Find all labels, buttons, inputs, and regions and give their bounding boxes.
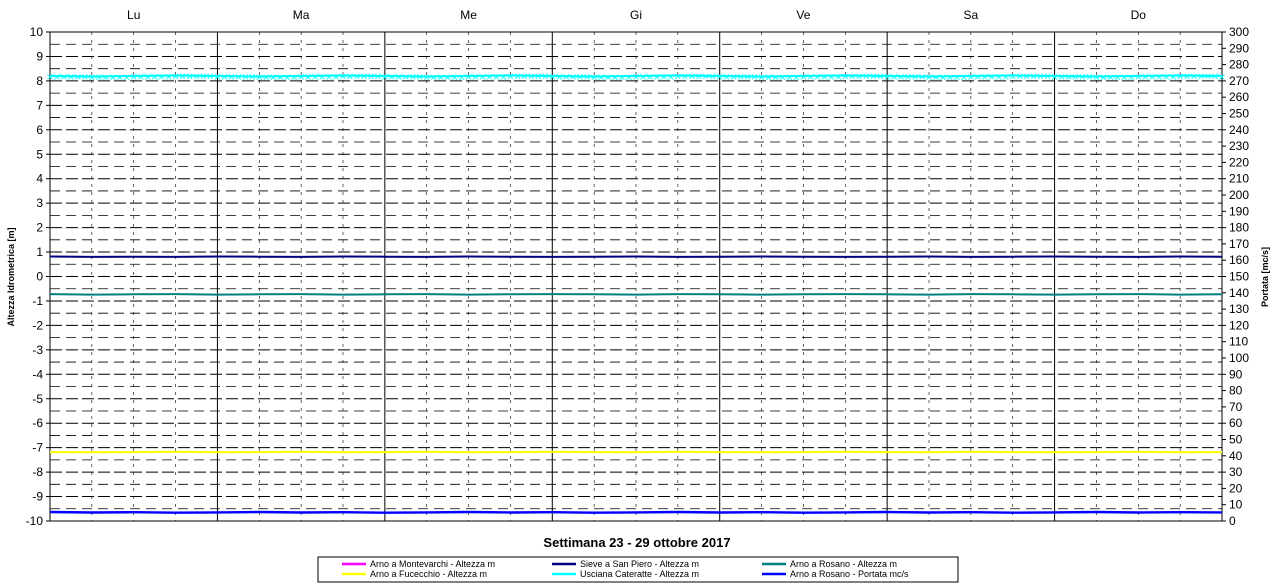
series-marker: ×	[652, 72, 662, 84]
series-marker: ×	[994, 72, 1003, 84]
left-tick-label: -1	[32, 293, 43, 308]
series-marker: ×	[722, 72, 731, 84]
series-marker: ×	[324, 72, 334, 84]
series-marker: ×	[387, 72, 397, 84]
series-marker: ×	[143, 72, 152, 84]
series-marker: ×	[785, 72, 794, 84]
series-marker: ×	[1189, 71, 1199, 83]
left-tick-label: -9	[32, 489, 43, 504]
series-marker: ×	[443, 72, 452, 84]
series-marker: ×	[771, 72, 780, 84]
series-marker: ×	[289, 72, 299, 84]
series-marker: ×	[73, 72, 83, 84]
series-marker: ×	[631, 72, 641, 84]
series-marker: ×	[875, 71, 885, 83]
series-marker: ×	[1022, 71, 1031, 83]
series-marker: ×	[680, 71, 690, 83]
series-marker: ×	[882, 72, 892, 84]
series-marker: ×	[1050, 72, 1059, 84]
right-tick-label: 150	[1229, 269, 1250, 284]
right-tick-label: 0	[1229, 514, 1236, 528]
legend	[318, 557, 958, 582]
series-marker: ×	[1071, 72, 1080, 84]
series-marker: ×	[471, 72, 480, 84]
series-marker: ×	[757, 72, 766, 84]
right-tick-label: 210	[1229, 171, 1250, 186]
series-marker: ×	[1168, 72, 1178, 84]
series-marker: ×	[1043, 71, 1052, 83]
series-marker: ×	[959, 72, 969, 84]
series-marker: ×	[582, 72, 592, 84]
series-marker: ×	[575, 72, 585, 84]
right-tick-label: 250	[1229, 106, 1250, 121]
series-marker: ×	[359, 71, 369, 83]
series-marker: ×	[59, 72, 69, 84]
series-marker: ×	[603, 72, 613, 84]
right-tick-label: 100	[1229, 351, 1250, 365]
right-tick-label: 110	[1229, 334, 1249, 349]
series-marker: ×	[1196, 71, 1206, 83]
series-marker: ×	[520, 71, 529, 83]
series-marker: ×	[499, 72, 508, 84]
series-marker: ×	[799, 72, 808, 84]
series-marker: ×	[108, 72, 117, 84]
series-marker: ×	[764, 72, 773, 84]
series-marker: ×	[903, 72, 913, 84]
series-marker: ×	[345, 71, 355, 83]
series-marker: ×	[262, 72, 271, 84]
series-marker: ×	[513, 71, 522, 83]
right-tick-label: 10	[1229, 497, 1243, 512]
series-marker: ×	[136, 72, 145, 84]
right-tick-label: 90	[1229, 367, 1243, 382]
series-marker: ×	[938, 72, 948, 84]
series-marker: ×	[855, 71, 864, 83]
series-marker: ×	[1203, 71, 1213, 83]
series-marker: ×	[436, 72, 445, 84]
series-marker: ×	[624, 72, 634, 84]
series-marker: ×	[185, 71, 194, 83]
right-tick-label: 200	[1229, 188, 1250, 202]
series-marker: ×	[862, 71, 871, 83]
left-tick-label: 2	[36, 220, 43, 235]
series-marker: ×	[408, 72, 417, 84]
series-marker: ×	[276, 72, 285, 84]
series-marker: ×	[638, 72, 648, 84]
right-tick-label: 120	[1229, 318, 1250, 333]
right-tick-label: 260	[1229, 90, 1250, 105]
day-label: Me	[460, 8, 477, 22]
right-tick-label: 190	[1229, 204, 1250, 219]
series-marker: ×	[157, 72, 166, 84]
series-marker: ×	[234, 72, 243, 84]
right-tick-label: 80	[1229, 383, 1243, 398]
series-marker: ×	[952, 72, 962, 84]
left-tick-label: 6	[36, 122, 43, 137]
series-marker: ×	[101, 72, 111, 84]
chart-title: Settimana 23 - 29 ottobre 2017	[543, 535, 731, 550]
series-marker: ×	[889, 72, 899, 84]
series-marker: ×	[617, 72, 627, 84]
series-marker: ×	[1057, 72, 1066, 84]
series-marker: ×	[1161, 72, 1171, 84]
left-tick-label: 7	[36, 98, 43, 113]
right-tick-label: 220	[1229, 155, 1250, 170]
series-marker: ×	[792, 72, 801, 84]
series-marker: ×	[534, 71, 543, 83]
series-marker: ×	[1113, 72, 1122, 84]
series-marker: ×	[548, 72, 557, 84]
series-marker: ×	[310, 72, 320, 84]
series-marker: ×	[659, 72, 669, 84]
series-marker: ×	[164, 72, 173, 84]
series-marker: ×	[813, 72, 822, 84]
series-marker: ×	[1120, 72, 1129, 84]
series-marker: ×	[178, 71, 187, 83]
series-marker: ×	[917, 72, 927, 84]
series-marker: ×	[868, 71, 878, 83]
series-marker: ×	[1148, 72, 1157, 84]
series-marker: ×	[1155, 72, 1164, 84]
series-marker: ×	[171, 71, 180, 83]
series-marker: ×	[401, 72, 410, 84]
series-marker: ×	[673, 71, 683, 83]
series-marker: ×	[715, 72, 724, 84]
series-marker: ×	[1092, 72, 1101, 84]
series-marker: ×	[750, 72, 759, 84]
day-label: Lu	[127, 8, 141, 22]
series-marker: ×	[485, 72, 494, 84]
series-line-5	[50, 512, 1222, 513]
series-marker: ×	[303, 72, 313, 84]
series-marker: ×	[492, 72, 501, 84]
series-line-2	[50, 294, 1222, 295]
series-marker: ×	[555, 72, 564, 84]
left-tick-label: 8	[36, 73, 43, 88]
series-marker: ×	[1217, 72, 1227, 84]
series-marker: ×	[331, 72, 341, 84]
series-marker: ×	[255, 72, 264, 84]
right-tick-label: 270	[1229, 73, 1250, 88]
series-marker: ×	[1078, 72, 1087, 84]
series-marker: ×	[199, 71, 208, 83]
series-marker: ×	[541, 71, 550, 83]
series-marker: ×	[1064, 72, 1073, 84]
legend-entry: Sieve a San Piero - Altezza m	[580, 559, 700, 569]
right-tick-label: 280	[1229, 57, 1250, 72]
series-marker: ×	[841, 71, 850, 83]
left-tick-label: -2	[32, 318, 43, 333]
series-marker: ×	[422, 72, 431, 84]
right-tick-label: 160	[1229, 253, 1250, 268]
series-marker: ×	[352, 71, 362, 83]
series-marker: ×	[527, 71, 536, 83]
series-marker: ×	[192, 71, 201, 83]
left-tick-label: -4	[32, 367, 43, 382]
right-tick-label: 40	[1229, 448, 1243, 463]
left-tick-label: -6	[32, 416, 43, 431]
day-label: Do	[1130, 8, 1146, 22]
series-marker: ×	[80, 72, 90, 84]
series-marker: ×	[1015, 71, 1024, 83]
legend-entry: Arno a Rosano - Portata mc/s	[790, 569, 909, 579]
series-marker: ×	[966, 72, 976, 84]
series-marker: ×	[506, 71, 515, 83]
series-line-3	[50, 452, 1222, 453]
right-tick-label: 140	[1229, 285, 1250, 300]
series-marker: ×	[820, 72, 829, 84]
series-marker: ×	[296, 72, 306, 84]
left-tick-label: -3	[32, 342, 43, 357]
day-label: Ve	[796, 8, 811, 22]
series-marker: ×	[834, 72, 843, 84]
series-marker: ×	[1029, 71, 1038, 83]
series-marker: ×	[429, 72, 438, 84]
series-marker: ×	[129, 72, 138, 84]
left-tick-label: 5	[36, 147, 43, 162]
series-marker: ×	[338, 71, 348, 83]
right-tick-label: 130	[1229, 302, 1250, 317]
series-marker: ×	[729, 72, 738, 84]
series-marker: ×	[910, 72, 920, 84]
series-marker: ×	[562, 72, 571, 84]
series-marker: ×	[1141, 72, 1150, 84]
series-marker: ×	[1182, 71, 1192, 83]
day-label: Ma	[292, 8, 310, 22]
right-tick-label: 300	[1229, 25, 1250, 39]
left-tick-label: -8	[32, 465, 43, 480]
left-tick-label: 3	[36, 196, 43, 211]
legend-entry: Arno a Rosano - Altezza m	[790, 559, 898, 569]
series-marker: ×	[150, 72, 159, 84]
left-tick-label: -5	[32, 391, 43, 406]
series-marker: ×	[213, 72, 222, 84]
series-marker: ×	[1085, 72, 1094, 84]
series-marker: ×	[1008, 71, 1017, 83]
series-marker: ×	[1099, 72, 1108, 84]
series-marker: ×	[115, 72, 124, 84]
series-marker: ×	[666, 72, 676, 84]
left-tick-label: 0	[36, 269, 43, 284]
series-marker: ×	[589, 72, 599, 84]
series-marker: ×	[931, 72, 941, 84]
right-tick-label: 30	[1229, 465, 1243, 480]
legend-entry: Usciana Cateratte - Altezza m	[580, 569, 700, 579]
series-marker: ×	[1175, 71, 1185, 83]
left-tick-label: 9	[36, 49, 43, 64]
series-marker: ×	[380, 72, 390, 84]
left-tick-label: 4	[36, 171, 43, 186]
series-marker: ×	[248, 72, 257, 84]
series-marker: ×	[687, 71, 697, 83]
series-marker: ×	[366, 71, 376, 83]
series-marker: ×	[569, 72, 578, 84]
series-marker: ×	[945, 72, 955, 84]
series-marker: ×	[394, 72, 404, 84]
series-marker: ×	[282, 72, 292, 84]
right-tick-label: 20	[1229, 481, 1243, 496]
right-tick-label: 170	[1229, 236, 1250, 251]
series-marker: ×	[708, 71, 717, 83]
series-marker: ×	[736, 72, 745, 84]
series-marker: ×	[1036, 71, 1045, 83]
series-marker: ×	[227, 72, 236, 84]
series-marker: ×	[694, 71, 703, 83]
series-marker: ×	[94, 72, 104, 84]
series-marker: ×	[1210, 71, 1220, 83]
day-label: Sa	[963, 8, 979, 22]
series-marker: ×	[596, 72, 606, 84]
series-marker: ×	[415, 72, 424, 84]
series-marker: ×	[269, 72, 278, 84]
series-marker: ×	[610, 72, 620, 84]
series-marker: ×	[220, 72, 229, 84]
series-marker: ×	[848, 71, 857, 83]
right-axis-label: Portata [mc/s]	[1260, 246, 1270, 308]
right-tick-label: 70	[1229, 399, 1243, 414]
right-tick-label: 240	[1229, 122, 1250, 137]
series-marker: ×	[206, 71, 215, 83]
series-marker: ×	[478, 72, 487, 84]
series-marker: ×	[45, 72, 55, 84]
legend-entry: Arno a Montevarchi - Altezza m	[370, 559, 496, 569]
legend-entry: Arno a Fucecchio - Altezza m	[370, 569, 488, 579]
series-marker: ×	[122, 72, 131, 84]
series-marker: ×	[52, 72, 62, 84]
right-tick-label: 290	[1229, 41, 1250, 56]
series-marker: ×	[645, 72, 655, 84]
series-marker: ×	[924, 72, 934, 84]
series-marker: ×	[896, 72, 906, 84]
series-marker: ×	[743, 72, 752, 84]
series-marker: ×	[980, 72, 990, 84]
day-label: Gi	[630, 8, 642, 22]
left-axis-label: Altezza Idrometrica [m]	[6, 227, 16, 327]
series-marker: ×	[827, 72, 836, 84]
series-marker: ×	[1001, 72, 1010, 84]
left-tick-label: -10	[25, 514, 43, 528]
series-marker: ×	[464, 72, 473, 84]
series-marker: ×	[373, 71, 383, 83]
series-marker: ×	[973, 72, 983, 84]
grid	[50, 32, 1222, 521]
series-marker: ×	[778, 72, 787, 84]
series-marker: ×	[450, 72, 459, 84]
right-tick-label: 180	[1229, 220, 1250, 235]
left-tick-label: -7	[32, 440, 43, 455]
series-marker: ×	[806, 72, 815, 84]
left-tick-label: 1	[36, 245, 43, 260]
right-tick-label: 50	[1229, 432, 1243, 447]
series-marker: ×	[1127, 72, 1136, 84]
series-marker: ×	[457, 72, 466, 84]
series-marker: ×	[241, 72, 250, 84]
left-tick-label: 10	[29, 25, 43, 39]
series-marker: ×	[66, 72, 76, 84]
series-marker: ×	[87, 72, 97, 84]
series-marker: ×	[317, 72, 327, 84]
right-tick-label: 230	[1229, 139, 1250, 154]
right-tick-label: 60	[1229, 416, 1243, 431]
series-marker: ×	[701, 71, 710, 83]
series-marker: ×	[987, 72, 996, 84]
series-marker: ×	[1134, 72, 1143, 84]
series-marker: ×	[1106, 72, 1115, 84]
